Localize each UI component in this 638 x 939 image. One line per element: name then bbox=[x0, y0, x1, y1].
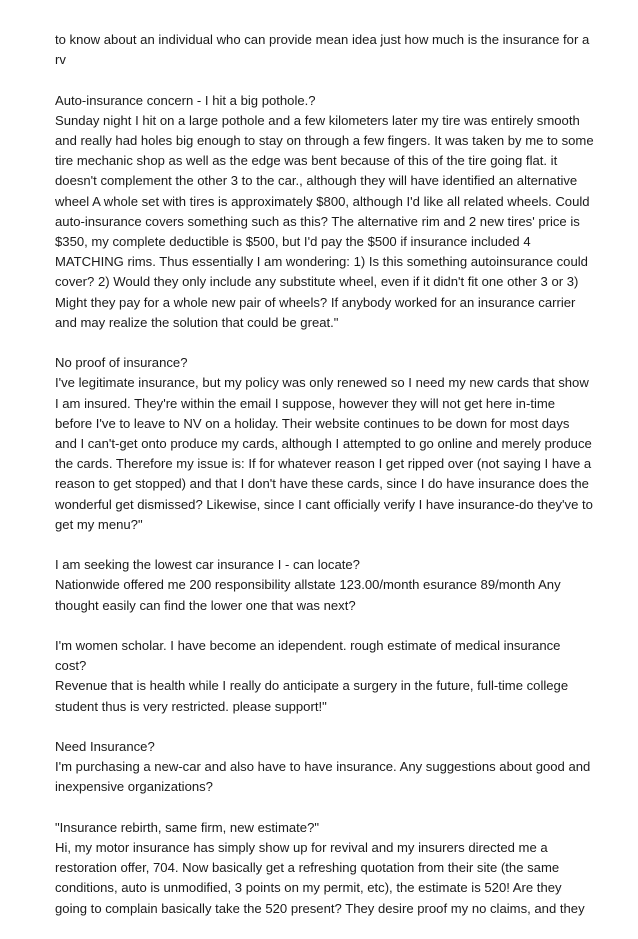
text-line: cover? 2) Would they only include any substitute wheel, even if it didn't fit one other 3 or 3) bbox=[55, 274, 579, 290]
text-line: Might they pay for a whole new pair of wheels? If anybody worked for an insurance carrier bbox=[55, 294, 576, 310]
text-line: $350, my complete deductible is $500, but I'd pay the $500 if insurance included 4 bbox=[55, 234, 531, 250]
text-line: rv bbox=[55, 52, 66, 68]
text-line: and I can't-get onto produce my cards, although I attempted to go online and merely produce bbox=[55, 436, 592, 452]
text-line: No proof of insurance? bbox=[55, 355, 188, 371]
text-line: Revenue that is health while I really do anticipate a surgery in the future, full-time college bbox=[55, 678, 569, 694]
text-line: thought easily can find the lower one that was next? bbox=[55, 597, 356, 613]
text-line: I am seeking the lowest car insurance I - can locate? bbox=[55, 557, 360, 573]
text-line: reason to get stopped) and that I don't have these cards, since I do have insurance does the bbox=[55, 476, 589, 492]
text-line: doesn't complement the other 3 to the car., although they will have identified an alternative bbox=[55, 173, 578, 189]
text-line: "Insurance rebirth, same firm, new estimate?" bbox=[55, 819, 319, 835]
text-line: wonderful get dismissed? Likewise, since I cant officially verify I have insurance-do they've to bbox=[55, 496, 593, 512]
text-line: conditions, auto is unmodified, 3 points on my permit, etc), the estimate is 520! Are they bbox=[55, 880, 562, 896]
text-line: inexpensive organizations? bbox=[55, 779, 213, 795]
text-paragraph bbox=[55, 91, 595, 333]
text-line: I'm women scholar. I have become an idependent. rough estimate of medical insurance bbox=[55, 638, 561, 654]
text-line: get my menu?" bbox=[55, 516, 143, 532]
text-line: the cards. Therefore my issue is: If for whatever reason I get ripped over (not saying I have a bbox=[55, 456, 592, 472]
text-line: restoration offer, 704. Now basically get a refreshing quotation from their site (the same bbox=[55, 860, 560, 876]
document-page bbox=[55, 30, 595, 939]
text-line: Need Insurance? bbox=[55, 739, 155, 755]
text-line: before I've to leave to NV on a holiday. Their website continues to be down for most days bbox=[55, 415, 570, 431]
text-line: going to complain basically take the 520 present? They desire proof my no claims, and they bbox=[55, 900, 585, 916]
text-line: I'm purchasing a new-car and also have to have insurance. Any suggestions about good and bbox=[55, 759, 591, 775]
text-line: student thus is very restricted. please support!" bbox=[55, 698, 327, 714]
text-line: Sunday night I hit on a large pothole and a few kilometers later my tire was entirely smooth bbox=[55, 112, 580, 128]
text-line: and really had holes big enough to stay on through a few fingers. It was taken by me to some bbox=[55, 133, 594, 148]
text-line: wheel A whole set with tires is approximately $800, although I'd like all related wheels. Could bbox=[55, 193, 590, 209]
text-paragraph bbox=[55, 636, 595, 717]
text-paragraph bbox=[55, 555, 595, 616]
text-line: Auto-insurance concern - I hit a big pothole.? bbox=[55, 92, 316, 108]
text-line: I've legitimate insurance, but my policy was only renewed so I need my new cards that show bbox=[55, 375, 589, 391]
text-line: and may realize the solution that could be great." bbox=[55, 314, 339, 330]
text-paragraph bbox=[55, 737, 595, 798]
text-line: auto-insurance covers something such as this? The alternative rim and 2 new tires' price is bbox=[55, 213, 580, 229]
text-paragraph bbox=[55, 353, 595, 535]
text-line: cost? bbox=[55, 658, 87, 674]
text-line: to know about an individual who can provide mean idea just how much is the insurance for a bbox=[55, 32, 590, 47]
text-line: tire mechanic shop as well as the edge was bent because of this of the tire going flat. it bbox=[55, 153, 558, 169]
text-line: Nationwide offered me 200 responsibility allstate 123.00/month esurance 89/month Any bbox=[55, 577, 561, 593]
text-line: MATCHING rims. Thus essentially I am wondering: 1) Is this something autoinsurance could bbox=[55, 254, 588, 270]
text-paragraph bbox=[55, 818, 595, 919]
text-paragraph bbox=[55, 30, 595, 70]
text-line: Hi, my motor insurance has simply show up for revival and my insurers directed me a bbox=[55, 840, 548, 856]
text-line: I am insured. They're within the email I suppose, however they will not get here in-time bbox=[55, 395, 556, 411]
